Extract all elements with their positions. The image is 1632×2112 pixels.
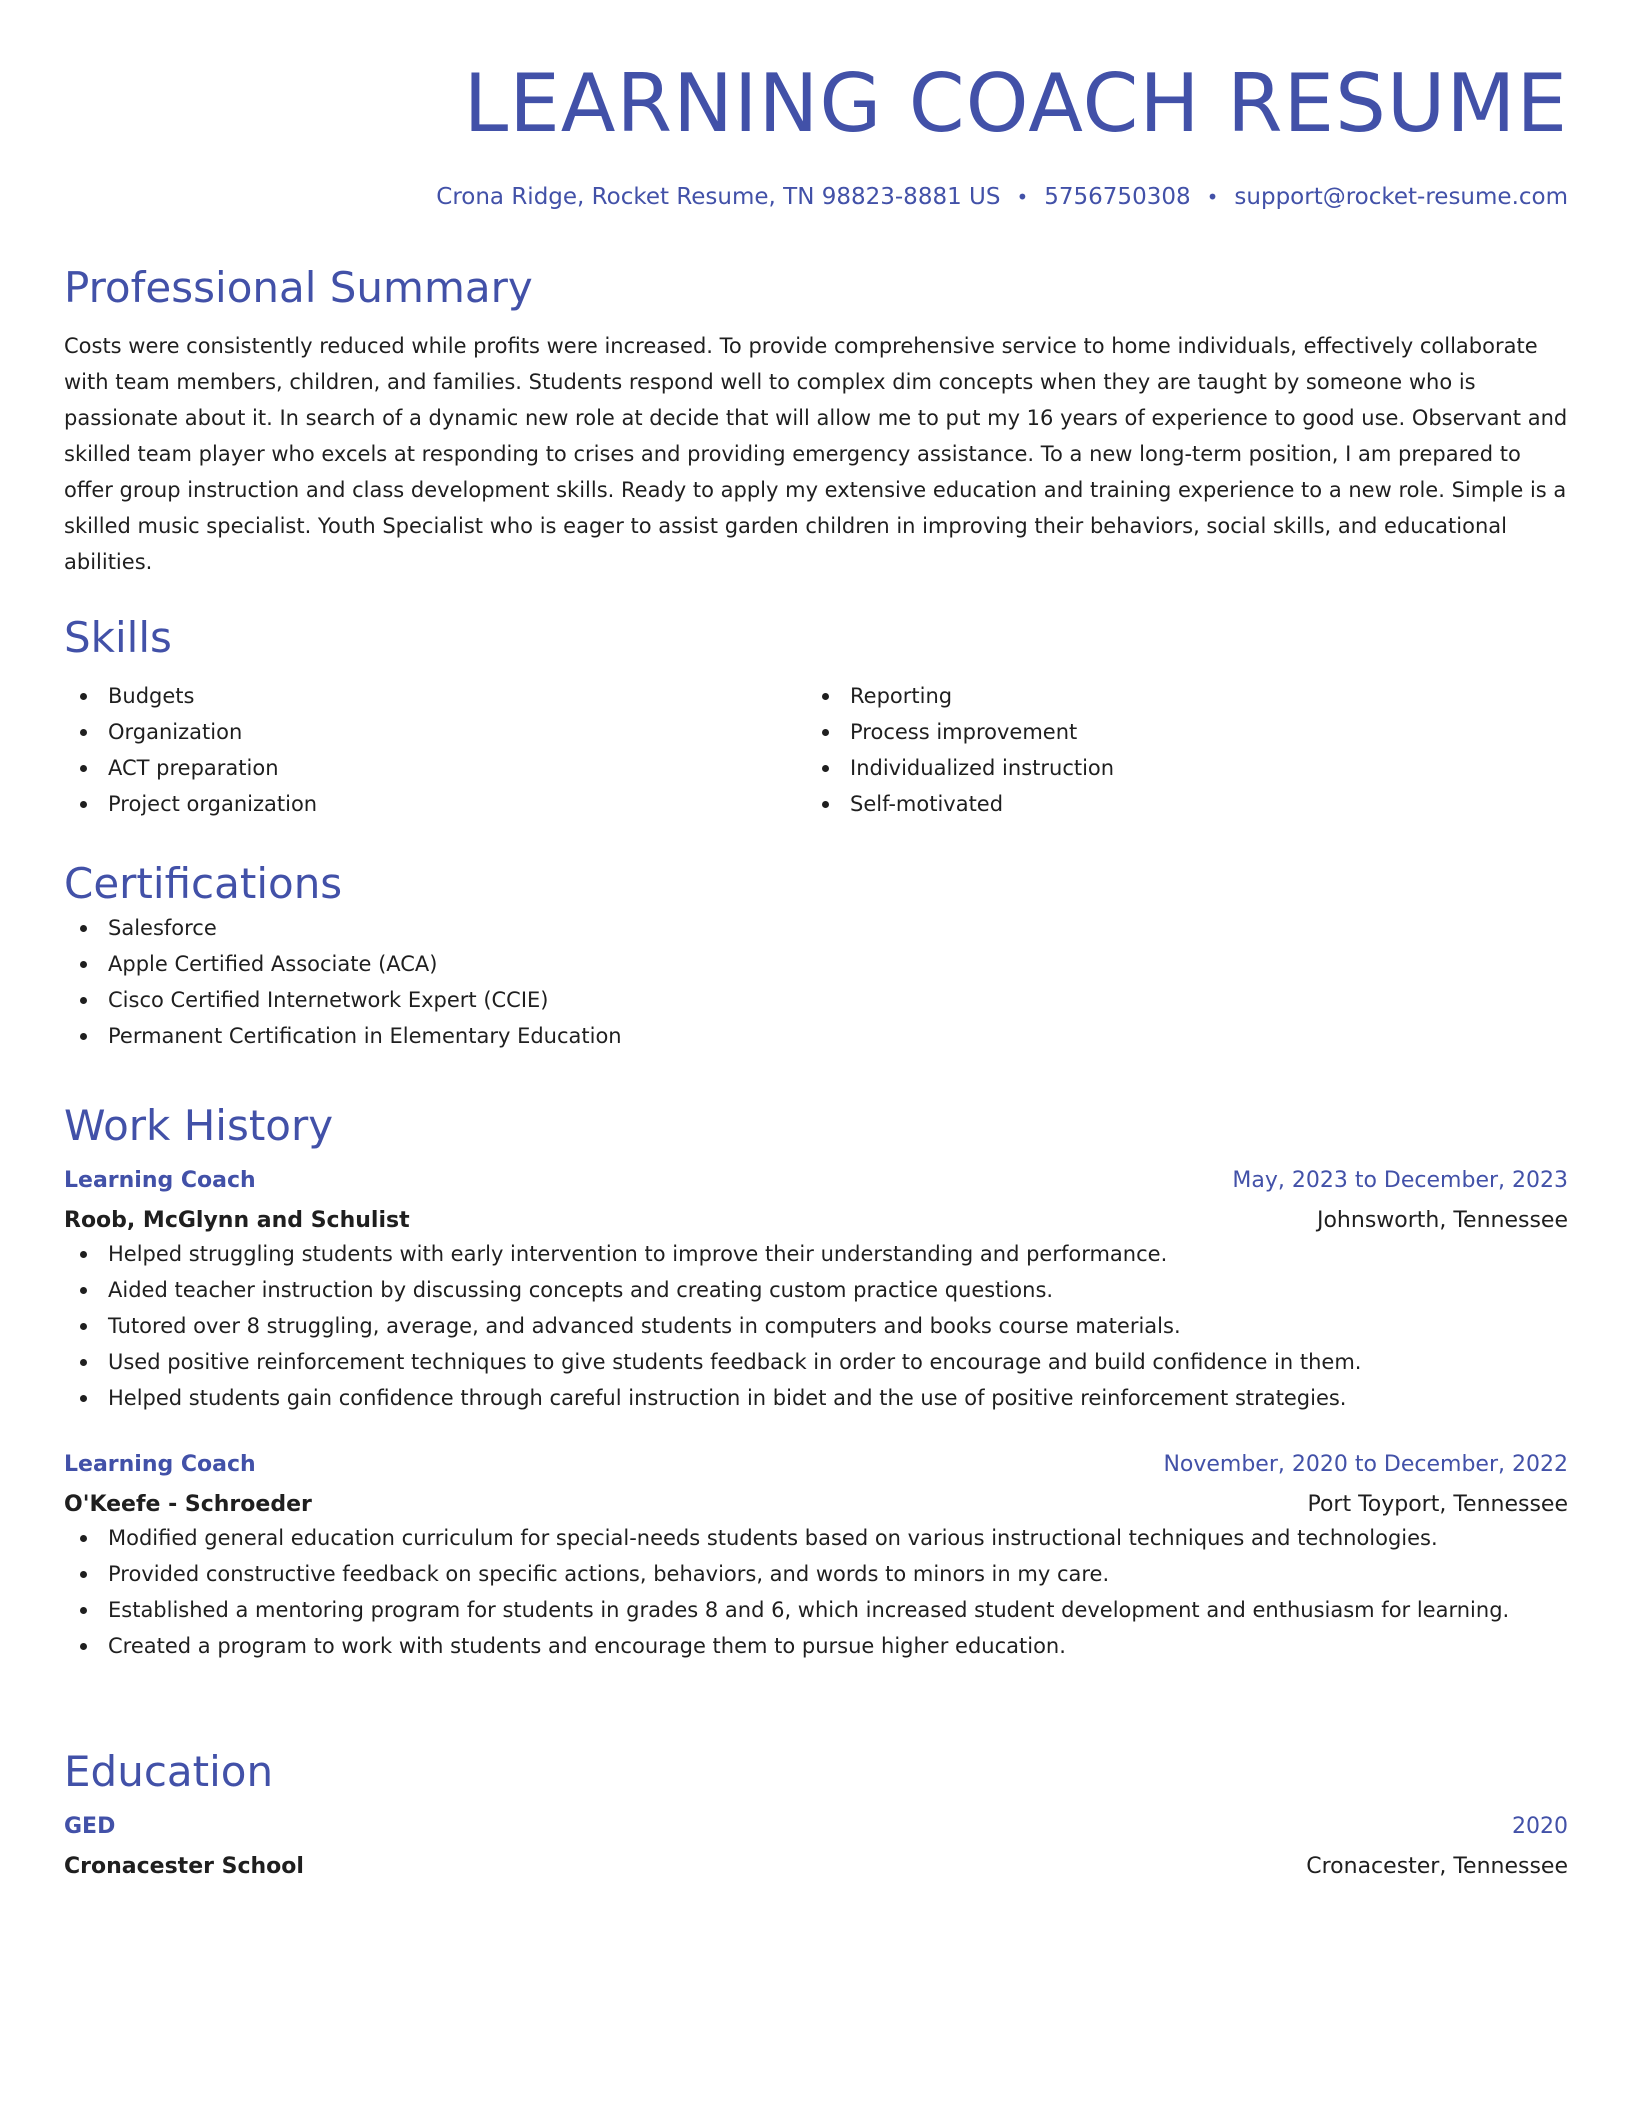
- skills-list-right: [806, 678, 1548, 822]
- education-heading: Education: [64, 1747, 274, 1796]
- job-bullet: Aided teacher instruction by discussing concepts and creating custom practice questions.: [64, 1272, 1568, 1308]
- job-dates: November, 2020 to December, 2022: [1163, 1452, 1568, 1477]
- certifications-list: [64, 910, 1568, 1054]
- education-section: [64, 1746, 1568, 1882]
- skill-item: Self-motivated: [806, 786, 1548, 822]
- certification-item: Cisco Certified Internetwork Expert (CCIE): [64, 982, 1568, 1018]
- skills-list-left: [64, 678, 806, 822]
- work-history-section: [64, 1100, 1568, 1664]
- job-subheader: [64, 1206, 1568, 1236]
- job-subheader: [64, 1490, 1568, 1520]
- job-bullet-list: [64, 1236, 1568, 1416]
- skill-item: Process improvement: [806, 714, 1548, 750]
- job-bullet-list: [64, 1520, 1568, 1664]
- education-header: [64, 1812, 1568, 1842]
- education-school: Cronacester School: [64, 1854, 304, 1879]
- job-employer: O'Keefe - Schroeder: [64, 1492, 312, 1517]
- job-entry: [64, 1166, 1568, 1416]
- skill-item: Budgets: [64, 678, 806, 714]
- certification-item: Apple Certified Associate (ACA): [64, 946, 1568, 982]
- education-entry: [64, 1812, 1568, 1882]
- certifications-section: [64, 858, 1568, 1054]
- job-bullet: Used positive reinforcement techniques to give students feedback in order to encourage and build confidence in them.: [64, 1344, 1568, 1380]
- contact-separator: •: [1206, 185, 1219, 209]
- skill-item: Project organization: [64, 786, 806, 822]
- skill-item: Individualized instruction: [806, 750, 1548, 786]
- contact-line: [64, 182, 1568, 212]
- job-employer: Roob, McGlynn and Schulist: [64, 1208, 410, 1233]
- professional-summary-text: Costs were consistently reduced while profits were increased. To provide comprehensive service to home individuals, effectively collaborate with team members, children, and families. Students respond well to complex dim concepts when they are taught by someone who is passionate about it. In search of a dynamic new role at decide that will allow me to put my 16 years of experience to good use. Observant and skilled team player who excels at responding to crises and providing emergency assistance. To a new long-term position, I am prepared to offer group instruction and class development skills. Ready to apply my extensive education and training experience to a new role. Simple is a skilled music specialist. Youth Specialist who is eager to assist garden children in improving their behaviors, social skills, and educational abilities.: [64, 334, 1568, 574]
- job-header: [64, 1166, 1568, 1196]
- job-location: Johnsworth, Tennessee: [1316, 1208, 1568, 1233]
- education-year: 2020: [1512, 1814, 1568, 1839]
- job-bullet: Helped students gain confidence through careful instruction in bidet and the use of positive reinforcement strategies.: [64, 1380, 1568, 1416]
- job-bullet: Tutored over 8 struggling, average, and advanced students in computers and books course materials.: [64, 1308, 1568, 1344]
- skill-item: ACT preparation: [64, 750, 806, 786]
- education-degree: GED: [64, 1814, 116, 1839]
- job-title: Learning Coach: [64, 1168, 256, 1193]
- job-entry: [64, 1450, 1568, 1664]
- job-bullet: Established a mentoring program for students in grades 8 and 6, which increased student development and enthusiasm for learning.: [64, 1592, 1568, 1628]
- job-dates: May, 2023 to December, 2023: [1232, 1168, 1568, 1193]
- skills-heading: Skills: [64, 613, 172, 662]
- job-title: Learning Coach: [64, 1452, 256, 1477]
- resume-page: [64, 0, 1568, 1879]
- resume-title: LEARNING COACH RESUME: [463, 57, 1568, 150]
- job-location: Port Toyport, Tennessee: [1307, 1492, 1568, 1517]
- job-bullet: Created a program to work with students and encourage them to pursue higher education.: [64, 1628, 1568, 1664]
- contact-address: Crona Ridge, Rocket Resume, TN 98823-8881 US: [436, 184, 1001, 210]
- education-location: Cronacester, Tennessee: [1306, 1854, 1568, 1879]
- job-bullet: Helped struggling students with early intervention to improve their understanding and performance.: [64, 1236, 1568, 1272]
- work-history-heading: Work History: [64, 1101, 334, 1150]
- contact-email: support@rocket-resume.com: [1234, 184, 1568, 210]
- skills-grid: [64, 678, 1568, 822]
- certifications-heading: Certifications: [64, 859, 343, 908]
- job-header: [64, 1450, 1568, 1480]
- skill-item: Organization: [64, 714, 806, 750]
- certification-item: Permanent Certification in Elementary Education: [64, 1018, 1568, 1054]
- job-bullet: Modified general education curriculum for special-needs students based on various instructional techniques and technologies.: [64, 1520, 1568, 1556]
- professional-summary-heading: Professional Summary: [64, 263, 533, 312]
- contact-separator: •: [1016, 185, 1029, 209]
- education-subheader: [64, 1852, 1568, 1882]
- job-bullet: Provided constructive feedback on specific actions, behaviors, and words to minors in my care.: [64, 1556, 1568, 1592]
- professional-summary-section: [64, 262, 1568, 580]
- skills-section: [64, 612, 1568, 822]
- skill-item: Reporting: [806, 678, 1548, 714]
- contact-phone: 5756750308: [1044, 184, 1191, 210]
- certification-item: Salesforce: [64, 910, 1568, 946]
